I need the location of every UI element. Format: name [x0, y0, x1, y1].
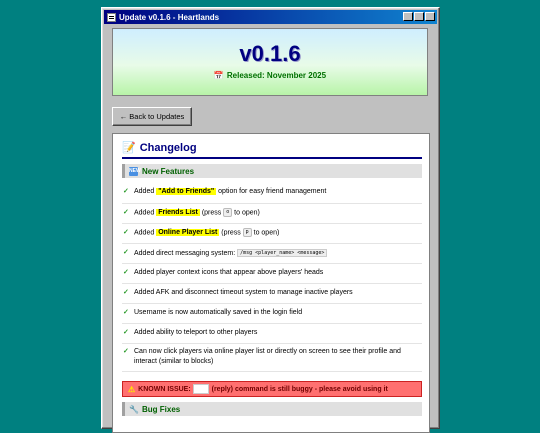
checkmark-icon: ✓ [123, 269, 129, 276]
memo-icon: 📝 [122, 142, 136, 154]
maximize-button[interactable] [414, 12, 424, 21]
release-date [113, 71, 427, 80]
list-item: ✓ Can now click players via online player list or directly on screen to see their profile and interact (similar to blocks) [122, 344, 422, 372]
minimize-button[interactable] [403, 12, 413, 21]
known-issue-label: KNOWN ISSUE: [138, 385, 191, 393]
bug-fixes-title: Bug Fixes [142, 404, 181, 414]
new-features-header [122, 164, 422, 178]
checkmark-icon: ✓ [123, 188, 129, 195]
release-date-text: Released: November 2025 [226, 71, 327, 80]
title-bar[interactable] [104, 10, 437, 24]
calendar-icon: 📅 [213, 71, 224, 80]
notepad-icon [107, 13, 116, 22]
highlight: Friends List [158, 209, 198, 217]
changelog-panel [112, 133, 430, 433]
key-o: o [223, 208, 232, 217]
list-item: ✓ Added player context icons that appear above players' heads [122, 264, 422, 284]
known-issue-text: (reply) command is still buggy - please avoid using it [211, 385, 388, 393]
list-item: ✓ Username is now automatically saved in the login field [122, 304, 422, 324]
checkmark-icon: ✓ [123, 249, 129, 256]
update-window [101, 7, 440, 429]
version-title: v0.1.6 [239, 41, 301, 66]
checkmark-icon: ✓ [123, 289, 129, 296]
list-item: ✓ Added AFK and disconnect timeout system to manage inactive players [122, 284, 422, 304]
highlight: "Add to Friends" [158, 188, 215, 195]
checkmark-icon: ✓ [123, 309, 129, 316]
list-item: ✓ Added Online Player List (press p to open) [122, 224, 422, 244]
reply-command-code: /r [193, 384, 209, 394]
wrench-icon: 🔧 [129, 404, 139, 414]
version-banner [112, 28, 428, 96]
changelog-heading [122, 141, 422, 159]
bug-fixes-header [122, 402, 422, 416]
checkmark-icon: ✓ [123, 329, 129, 336]
list-item: ✓ Added "Add to Friends" option for easy friend management [122, 184, 422, 204]
new-icon: NEW [129, 167, 141, 174]
window-title: Update v0.1.6 - Heartlands [119, 12, 220, 22]
new-features-title: New Features [142, 166, 195, 176]
checkmark-icon: ✓ [123, 348, 129, 355]
checkmark-icon: ✓ [123, 229, 129, 236]
key-p: p [243, 228, 252, 237]
list-item: ✓ Added direct messaging system: /msg <player_name> <message> [122, 244, 422, 264]
back-to-updates-button[interactable]: ← Back to Updates [112, 107, 192, 126]
msg-command-code: /msg <player_name> <message> [237, 249, 327, 257]
list-item: ✓ Added Friends List (press o to open) [122, 204, 422, 224]
checkmark-icon: ✓ [123, 209, 129, 216]
warning-icon: ⚠ [128, 384, 136, 394]
changelog-title: Changelog [139, 142, 197, 154]
highlight: Online Player List [158, 229, 218, 237]
close-button[interactable] [425, 12, 435, 21]
known-issue-banner [122, 381, 422, 397]
list-item: ✓ Added ability to teleport to other players [122, 324, 422, 344]
